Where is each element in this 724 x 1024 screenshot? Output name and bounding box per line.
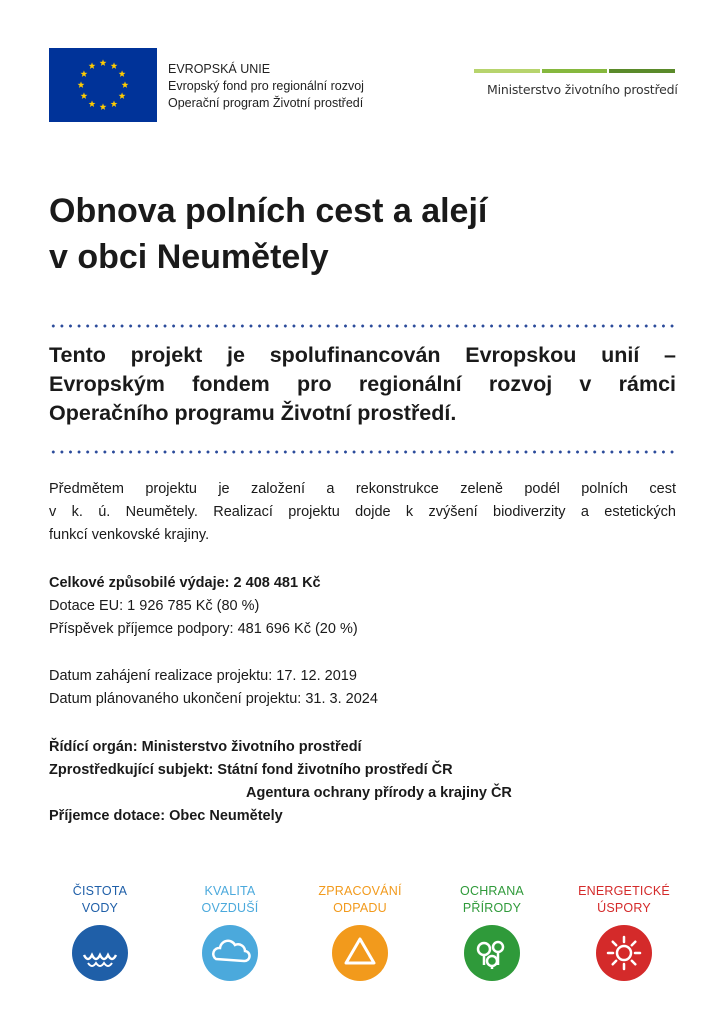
title-line-2: v obci Neumětely bbox=[49, 238, 329, 276]
eu-star bbox=[89, 100, 96, 107]
cloud-icon bbox=[202, 925, 258, 981]
bodies-block bbox=[49, 736, 676, 828]
description-line-2: v k. ú. Neumětely. Realizací projektu dojde k zvýšení biodiverzity a estetických bbox=[49, 504, 676, 520]
icon-label-line-1: ČISTOTA bbox=[72, 884, 128, 898]
eu-grant: Dotace EU: 1 926 785 Kč (80 %) bbox=[49, 598, 260, 614]
intermediate-body: Zprostředkující subjekt: Státní fond životního prostředí ČR bbox=[49, 762, 453, 778]
recycle-triangle-icon bbox=[332, 925, 388, 981]
eu-star bbox=[100, 103, 107, 110]
recipient-contribution: Příspěvek příjemce podpory: 481 696 Kč (20 %) bbox=[49, 621, 358, 637]
description-line-3: funkcí venkovské krajiny. bbox=[49, 527, 210, 543]
eu-flag-logo bbox=[49, 48, 157, 122]
eu-star bbox=[89, 62, 96, 69]
dotted-divider bbox=[49, 450, 676, 454]
page-title bbox=[49, 188, 487, 280]
ministry-bar bbox=[609, 69, 675, 73]
eu-program-text bbox=[168, 61, 364, 112]
eu-star bbox=[81, 70, 88, 77]
intermediate-body-2: Agentura ochrany přírody a krajiny ČR bbox=[246, 785, 512, 801]
water-drops-icon bbox=[72, 925, 128, 981]
dates-block bbox=[49, 665, 676, 711]
cofinancing-statement bbox=[49, 341, 676, 428]
icon-label-line-1: KVALITA bbox=[204, 884, 256, 898]
icon-label bbox=[300, 883, 420, 917]
nature-circles-icon bbox=[464, 925, 520, 981]
ministry-name: Ministerstvo životního prostředí bbox=[487, 82, 678, 97]
title-line-1: Obnova polních cest a alejí bbox=[49, 192, 488, 230]
icon-label-line-1: ENERGETICKÉ bbox=[578, 884, 670, 898]
icon-energy-savings bbox=[564, 883, 684, 981]
icon-label-line-2: PŘÍRODY bbox=[462, 901, 522, 915]
start-date: Datum zahájení realizace projektu: 17. 12. 2019 bbox=[49, 668, 357, 684]
end-date: Datum plánovaného ukončení projektu: 31. 3. 2024 bbox=[49, 691, 378, 707]
eu-stars-icon bbox=[49, 48, 157, 122]
eu-star bbox=[122, 81, 129, 88]
managing-authority: Řídící orgán: Ministerstvo životního prostředí bbox=[49, 739, 362, 755]
icon-label bbox=[170, 883, 290, 917]
icon-waste-processing bbox=[300, 883, 420, 981]
subtitle-line-1: Tento projekt je spolufinancován Evropskou unií – bbox=[49, 343, 676, 367]
grant-recipient: Příjemce dotace: Obec Neumětely bbox=[49, 808, 283, 824]
icon-nature-protection bbox=[432, 883, 552, 981]
ministry-bar bbox=[542, 69, 608, 73]
subtitle-line-2: Evropským fondem pro regionální rozvoj v rámci bbox=[49, 372, 676, 396]
total-expenses: Celkové způsobilé výdaje: 2 408 481 Kč bbox=[49, 575, 321, 591]
subtitle-line-3: Operačního programu Životní prostředí. bbox=[49, 401, 457, 425]
icon-label bbox=[564, 883, 684, 917]
eu-line-2: Evropský fond pro regionální rozvoj bbox=[168, 79, 364, 93]
eu-star bbox=[100, 59, 107, 66]
icon-label-line-2: VODY bbox=[81, 901, 119, 915]
eu-star bbox=[119, 92, 126, 99]
description-line-1: Předmětem projektu je založení a rekonstrukce zeleně podél polních cest bbox=[49, 481, 676, 497]
icon-label bbox=[40, 883, 160, 917]
finance-block bbox=[49, 572, 676, 641]
eu-line-3: Operační program Životní prostředí bbox=[168, 96, 364, 110]
sun-icon bbox=[596, 925, 652, 981]
icon-label bbox=[432, 883, 552, 917]
icon-air-quality bbox=[170, 883, 290, 981]
dotted-divider bbox=[49, 324, 676, 328]
icon-label-line-1: ZPRACOVÁNÍ bbox=[318, 884, 402, 898]
icon-label-line-2: OVZDUŠÍ bbox=[201, 901, 259, 915]
eu-line-1: EVROPSKÁ UNIE bbox=[168, 62, 271, 76]
eu-star bbox=[78, 81, 85, 88]
project-description bbox=[49, 478, 676, 547]
ministry-bar bbox=[474, 69, 540, 73]
eu-star bbox=[119, 70, 126, 77]
eu-star bbox=[111, 100, 118, 107]
eu-star bbox=[81, 92, 88, 99]
icon-label-line-1: OCHRANA bbox=[460, 884, 524, 898]
icon-water-purity bbox=[40, 883, 160, 981]
eu-star bbox=[111, 62, 118, 69]
icon-label-line-2: ÚSPORY bbox=[597, 901, 651, 915]
icon-label-line-2: ODPADU bbox=[333, 901, 387, 915]
ministry-color-bars bbox=[474, 69, 675, 73]
